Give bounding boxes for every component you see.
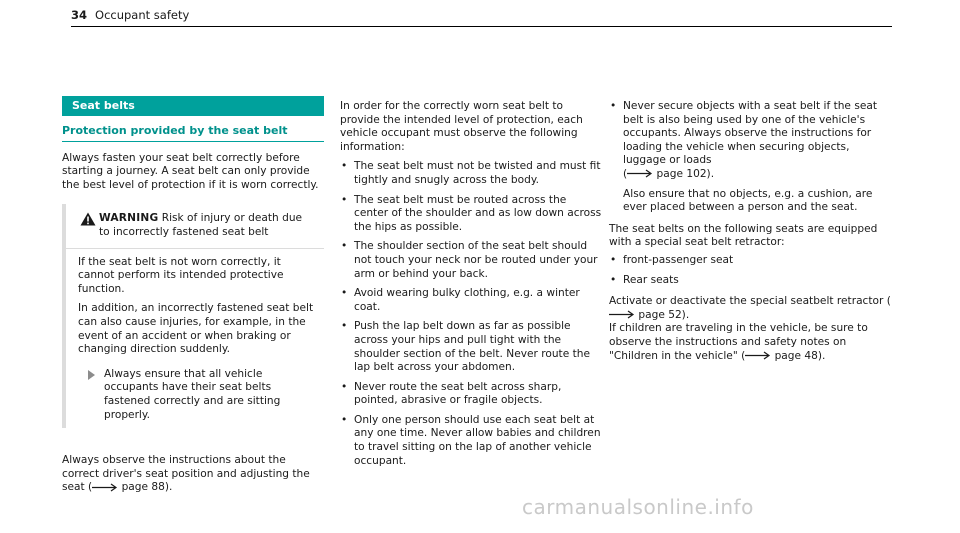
play-triangle-icon — [78, 368, 104, 382]
watermark: carmanualsonline.info — [522, 495, 754, 519]
list-item: • front-passenger seat — [609, 254, 891, 268]
reference-arrow-icon — [627, 169, 653, 178]
warning-title — [99, 212, 316, 239]
list-item: • The shoulder section of the seat belt should not touch your neck nor be routed under your arm or behind your back. — [340, 240, 602, 281]
seat-position-paragraph — [62, 454, 324, 495]
warning-text: Risk of injury or death due to incorrectly fastened seat belt — [99, 212, 303, 238]
equipped-seats-list — [609, 254, 891, 287]
column-middle — [340, 100, 602, 468]
list-item — [609, 100, 891, 215]
column-right — [609, 100, 891, 363]
page-reference-label: page 52). — [638, 308, 690, 321]
page-reference-label: page 48). — [774, 349, 826, 362]
column-left — [62, 100, 324, 495]
activate-retractor-paragraph: Activate or deactivate the special seatbelt retractor ( page 52). — [609, 295, 891, 321]
list-item: • Avoid wearing bulky clothing, e.g. a winter coat. — [340, 287, 602, 314]
warning-triangle-icon — [77, 212, 99, 226]
seat-belt-rules-list — [340, 160, 602, 468]
warning-label: WARNING — [99, 212, 159, 225]
cushion-note: Also ensure that no objects, e.g. a cushion, are ever placed between a person and the seat. — [623, 187, 873, 214]
warning-body-paragraph: In addition, an incorrectly fastened seat belt can also cause injuries, for example, in the event of an accident or when braking or changing direction suddenly. — [78, 302, 314, 356]
list-item: • Never route the seat belt across sharp, pointed, abrasive or fragile objects. — [340, 381, 602, 408]
page-reference[interactable] — [745, 350, 825, 362]
warning-note-text: Always ensure that all vehicle occupants have their seat belts fastened correctly and are sitting properly. — [104, 367, 281, 421]
list-item: • Rear seats — [609, 274, 891, 288]
intro-paragraph: Always fasten your seat belt correctly before starting a journey. A seat belt can only provide the best level of protection if it is worn correctly. — [62, 151, 319, 191]
warning-body-paragraph: If the seat belt is not worn correctly, it cannot perform its intended protective function. — [78, 255, 284, 295]
page-header — [71, 9, 189, 23]
list-item: • The seat belt must be routed across the center of the shoulder and as low down across the hips as possible. — [340, 194, 602, 235]
list-item: • Only one person should use each seat belt at any one time. Never allow babies and children to travel sitting on the lap of another vehicle occupant. — [340, 414, 602, 468]
reference-arrow-icon — [92, 483, 118, 492]
information-intro: In order for the correctly worn seat belt to provide the intended level of protection, each vehicle occupant must observe the following information: — [340, 100, 583, 153]
header-rule — [71, 26, 892, 27]
page-reference[interactable]: ( page 102). — [623, 167, 715, 180]
warning-box — [62, 204, 324, 428]
page-reference[interactable] — [609, 309, 689, 321]
warning-body — [66, 248, 324, 429]
section-title-bar: Seat belts — [62, 96, 324, 116]
page-reference-label: page 88). — [121, 481, 173, 494]
list-item: • The seat belt must not be twisted and must fit tightly and snugly across the body. — [340, 160, 602, 187]
warning-header — [66, 204, 324, 239]
reference-arrow-icon — [745, 351, 771, 360]
page-number: 34 — [71, 8, 88, 22]
warning-note — [78, 368, 316, 428]
seat-position-text: Always observe the instructions about the correct driver's seat position and adjusting the seat ( — [62, 454, 310, 494]
children-paragraph: If children are traveling in the vehicle, be sure to observe the instructions and safety notes on "Children in the vehicle" ( page 48). — [609, 322, 868, 362]
reference-arrow-icon — [609, 310, 635, 319]
securing-objects-list — [609, 100, 891, 215]
page-reference[interactable] — [92, 481, 172, 493]
list-item: • Push the lap belt down as far as possible across your hips and pull tight with the shoulder section of the belt. Never route the lap belt across your abdomen. — [340, 320, 602, 374]
section-subtitle: Protection provided by the seat belt — [62, 124, 324, 142]
equipped-seats-intro: The seat belts on the following seats are equipped with a special seat belt retractor: — [609, 222, 878, 249]
running-title: Occupant safety — [95, 8, 190, 22]
securing-objects-text: Never secure objects with a seat belt if the seat belt is also being used by one of the vehicle's occupants. Always observe the instructions for loading the vehicle when securing objects, luggage or loads — [623, 100, 878, 167]
page-reference-label: page 102). — [656, 167, 715, 180]
